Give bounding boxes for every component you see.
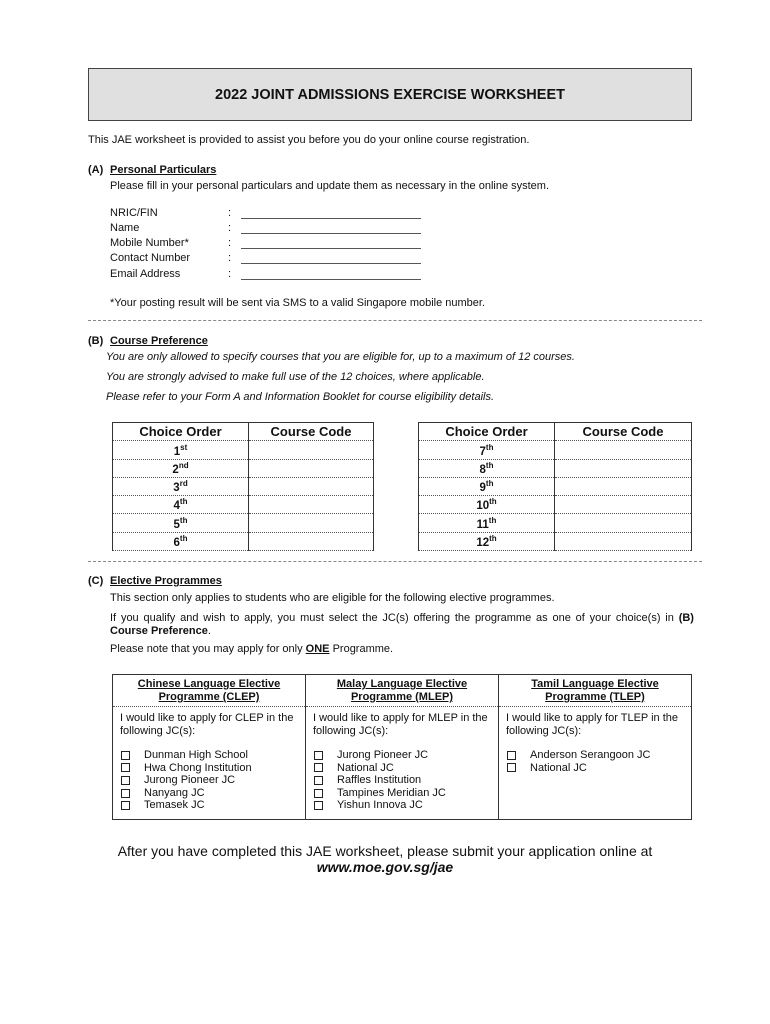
choice-suffix: rd: [179, 479, 188, 489]
choice-order-cell: [419, 496, 555, 514]
footer-instruction: After you have completed this JAE worksheet, please submit your application online at: [117, 843, 653, 859]
particular-colon: :: [228, 207, 232, 219]
course-code-cell[interactable]: [555, 441, 692, 459]
intro-text: This JAE worksheet is provided to assist you before you do your online course registration.: [88, 134, 530, 146]
choice-suffix: th: [179, 497, 188, 507]
choice-suffix: th: [179, 534, 188, 544]
section-a-heading: [88, 164, 216, 176]
programme-title-line-1: Malay Language Elective: [336, 678, 468, 690]
choice-number: 4: [173, 500, 180, 513]
particular-label: Name: [110, 222, 140, 234]
course-code-header: Course Code: [555, 423, 692, 441]
checkbox-icon[interactable]: [314, 789, 323, 798]
particular-label: Contact Number: [110, 252, 191, 264]
choice-row: [113, 441, 374, 459]
programme-column: [113, 675, 306, 819]
choice-order-cell: [419, 441, 555, 459]
school-option: [121, 749, 305, 762]
particular-input-line[interactable]: [241, 248, 421, 249]
school-name: National JC: [530, 761, 587, 774]
choice-row: [419, 514, 692, 532]
section-c-line-2-text: If you qualify and wish to apply, you must select the JC(s) offering the programme as one of your choice(s) in: [110, 612, 674, 624]
programme-description: I would like to apply for CLEP in the following JC(s):: [120, 712, 294, 737]
programme-column: [306, 675, 499, 819]
checkbox-icon[interactable]: [507, 751, 516, 760]
school-name: National JC: [337, 761, 394, 774]
school-option: [507, 749, 691, 762]
school-option: [121, 787, 305, 800]
choice-number: 3: [173, 481, 180, 494]
course-code-cell[interactable]: [249, 532, 374, 550]
choice-number: 5: [173, 518, 180, 531]
section-c-line-2: [110, 612, 694, 638]
programme-title-line-2: Programme (TLEP): [545, 691, 645, 703]
particular-colon: :: [228, 222, 232, 234]
school-option: [121, 799, 305, 812]
school-name: Tampines Meridian JC: [337, 786, 446, 799]
worksheet-title: 2022 JOINT ADMISSIONS EXERCISE WORKSHEET: [88, 68, 692, 121]
school-option: [314, 774, 498, 787]
choice-suffix: th: [485, 442, 494, 452]
section-a-letter: (A): [88, 164, 104, 176]
choice-row: [419, 477, 692, 495]
choice-order-cell: [113, 459, 249, 477]
checkbox-icon[interactable]: [121, 763, 130, 772]
section-b-title: Course Preference: [110, 335, 208, 347]
school-name: Yishun Innova JC: [337, 799, 423, 812]
school-name: Anderson Serangoon JC: [530, 749, 651, 761]
choice-suffix: st: [180, 442, 188, 452]
particular-input-line[interactable]: [241, 218, 421, 219]
particular-colon: :: [228, 252, 232, 264]
section-c-line-3-pre: Please note that you may apply for only: [110, 643, 306, 655]
particular-colon: :: [228, 268, 232, 280]
choice-row: [113, 459, 374, 477]
choice-table-left: [112, 422, 374, 551]
course-code-cell[interactable]: [555, 477, 692, 495]
section-a-instruction: Please fill in your personal particulars and update them as necessary in the online system.: [110, 180, 550, 192]
particular-label: NRIC/FIN: [110, 207, 158, 219]
particular-row: [110, 207, 430, 222]
section-b-letter: (B): [88, 335, 104, 347]
choice-order-cell: [113, 477, 249, 495]
programme-title-line-1: Tamil Language Elective: [531, 678, 659, 690]
school-option: [314, 787, 498, 800]
section-c-line-3-post: Programme.: [329, 643, 394, 655]
section-b-line-3: Please refer to your Form A and Information Booklet for course eligibility details.: [106, 391, 495, 403]
section-b-line-2: You are strongly advised to make full use of the 12 choices, where applicable.: [106, 371, 485, 383]
school-option: [314, 749, 498, 762]
choice-row: [113, 514, 374, 532]
section-c-title: Elective Programmes: [110, 575, 222, 587]
programme-description: I would like to apply for MLEP in the following JC(s):: [313, 712, 488, 737]
choice-suffix: th: [489, 534, 497, 544]
course-code-cell[interactable]: [249, 477, 374, 495]
checkbox-icon[interactable]: [314, 801, 323, 810]
course-code-cell[interactable]: [249, 514, 374, 532]
choice-row: [419, 459, 692, 477]
choice-number: 2: [172, 463, 179, 476]
choice-order-cell: [113, 532, 249, 550]
section-c-line-2-end: .: [207, 625, 211, 637]
course-code-cell[interactable]: [555, 532, 692, 550]
choice-suffix: th: [485, 460, 494, 470]
course-code-cell[interactable]: [249, 441, 374, 459]
choice-order-header: Choice Order: [113, 423, 249, 441]
programme-title-line-1: Chinese Language Elective: [137, 678, 281, 690]
course-code-header: Course Code: [249, 423, 374, 441]
choice-order-cell: [113, 441, 249, 459]
school-name: Raffles Institution: [337, 774, 422, 787]
choice-suffix: th: [488, 515, 497, 525]
particular-input-line[interactable]: [241, 263, 421, 264]
section-c-letter: (C): [88, 575, 104, 587]
checkbox-icon[interactable]: [121, 801, 130, 810]
particular-row: [110, 222, 430, 237]
choice-suffix: th: [485, 479, 494, 489]
checkbox-icon[interactable]: [314, 751, 323, 760]
choice-row: [113, 532, 374, 550]
choice-order-cell: [419, 477, 555, 495]
choice-number: 9: [479, 481, 486, 494]
particular-row: [110, 252, 430, 267]
course-code-cell[interactable]: [555, 514, 692, 532]
section-divider: [88, 561, 702, 562]
school-option: [314, 762, 498, 775]
school-list: [113, 749, 305, 812]
choice-row: [419, 496, 692, 514]
school-option: [121, 774, 305, 787]
choice-order-cell: [419, 514, 555, 532]
choice-number: 1: [173, 445, 181, 458]
section-c-line-2-bold: (B) Course Preference: [110, 612, 694, 637]
school-option: [121, 762, 305, 775]
choice-table-right: [418, 422, 692, 551]
choice-order-cell: [113, 514, 249, 532]
programme-title: [306, 675, 498, 707]
section-c-line-3: [110, 643, 393, 655]
choice-number: 11: [476, 518, 489, 531]
checkbox-icon[interactable]: [314, 763, 323, 772]
elective-programmes-table: [112, 674, 692, 820]
choice-suffix: th: [489, 497, 497, 507]
school-option: [507, 762, 691, 775]
section-a-title: Personal Particulars: [110, 164, 217, 176]
section-b-line-1: You are only allowed to specify courses that you are eligible for, up to a maximum of 12 courses.: [106, 351, 575, 363]
particular-input-line[interactable]: [241, 279, 421, 280]
footer-url[interactable]: www.moe.gov.sg/jae: [316, 859, 454, 875]
checkbox-icon[interactable]: [121, 776, 130, 785]
checkbox-icon[interactable]: [121, 751, 130, 760]
choice-order-cell: [113, 496, 249, 514]
checkbox-icon[interactable]: [314, 776, 323, 785]
programme-title-line-2: Programme (CLEP): [158, 691, 260, 703]
school-list: [499, 749, 691, 774]
school-name: Jurong Pioneer JC: [144, 774, 236, 787]
choice-row: [419, 441, 692, 459]
school-name: Hwa Chong Institution: [144, 761, 252, 774]
choice-order-cell: [419, 459, 555, 477]
course-code-cell[interactable]: [555, 496, 692, 514]
particular-input-line[interactable]: [241, 233, 421, 234]
checkbox-icon[interactable]: [507, 763, 516, 772]
choice-number: 7: [479, 445, 486, 458]
school-list: [306, 749, 498, 812]
section-b-heading: [88, 335, 208, 347]
choice-order-cell: [419, 532, 555, 550]
particular-row: [110, 268, 430, 283]
particular-label: Mobile Number*: [110, 237, 189, 249]
choice-number: 8: [479, 463, 486, 476]
section-c-line-1: This section only applies to students who are eligible for the following elective programmes.: [110, 592, 555, 604]
course-code-cell[interactable]: [249, 459, 374, 477]
choice-suffix: nd: [178, 460, 189, 470]
school-name: Dunman High School: [144, 749, 248, 761]
choice-row: [113, 496, 374, 514]
programme-title-line-2: Programme (MLEP): [350, 691, 454, 703]
programme-title: [499, 675, 691, 707]
school-name: Nanyang JC: [144, 786, 205, 799]
sms-note: *Your posting result will be sent via SMS to a valid Singapore mobile number.: [110, 297, 486, 309]
school-name: Temasek JC: [144, 799, 205, 812]
choice-number: 6: [173, 536, 180, 549]
section-c-line-3-bold: ONE: [305, 643, 330, 655]
course-code-cell[interactable]: [249, 496, 374, 514]
particular-colon: :: [228, 237, 232, 249]
particular-label: Email Address: [110, 268, 181, 280]
choice-row: [419, 532, 692, 550]
programme-column: [499, 675, 691, 819]
choice-order-header: Choice Order: [419, 423, 555, 441]
course-code-cell[interactable]: [555, 459, 692, 477]
choice-number: 10: [476, 500, 490, 513]
programme-description: I would like to apply for TLEP in the following JC(s):: [506, 712, 679, 737]
choice-row: [113, 477, 374, 495]
choice-suffix: th: [179, 515, 188, 525]
checkbox-icon[interactable]: [121, 789, 130, 798]
programme-title: [113, 675, 305, 707]
school-name: Jurong Pioneer JC: [337, 749, 429, 761]
section-c-heading: [88, 575, 222, 587]
school-option: [314, 799, 498, 812]
section-divider: [88, 320, 702, 321]
particular-row: [110, 237, 430, 252]
choice-number: 12: [476, 536, 490, 549]
